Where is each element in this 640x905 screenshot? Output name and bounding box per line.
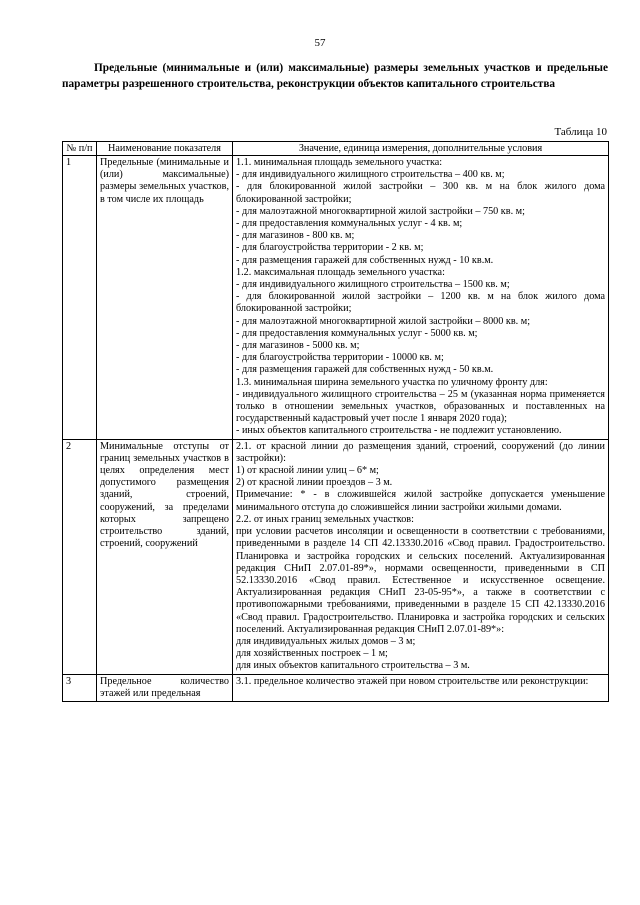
row-number: 1 bbox=[63, 156, 97, 440]
value-line: - для предоставления коммунальных услуг - 4 кв. м; bbox=[236, 218, 463, 230]
table-header-row bbox=[63, 142, 609, 156]
table-row bbox=[63, 439, 609, 674]
value-line: - индивидуального жилищного строительства – 25 м (указанная норма применяется только в отношении земельных участков, образованных и поставленных на государственный кадастровый учет после 1 января 2020 года); bbox=[236, 388, 605, 425]
row-indicator-name: Минимальные отступы от границ земельных участков в целях определения мест допустимого размещения зданий, строений, сооружений, за пределами которых запрещено строительство зданий, строений, сооружений bbox=[97, 439, 233, 674]
parameters-table bbox=[62, 141, 609, 702]
value-line: - для индивидуального жилищного строительства – 400 кв. м; bbox=[236, 169, 505, 181]
value-line: 2.2. от иных границ земельных участков: bbox=[236, 513, 414, 525]
value-line: - для блокированной жилой застройки – 1200 кв. м на блок жилого дома блокированной застройки; bbox=[236, 291, 605, 315]
header-num: № п/п bbox=[63, 142, 97, 156]
row-value-cell bbox=[233, 439, 609, 674]
value-line: - для благоустройства территории - 10000 кв. м; bbox=[236, 352, 444, 364]
table-row bbox=[63, 156, 609, 440]
value-line: для иных объектов капитального строительства – 3 м. bbox=[236, 660, 470, 672]
value-line: - для магазинов - 800 кв. м; bbox=[236, 230, 355, 242]
value-line: 2) от красной линии проездов – 3 м. bbox=[236, 477, 393, 489]
value-line: 2.1. от красной линии до размещения зданий, строений, сооружений (до линии застройки): bbox=[236, 440, 605, 464]
row-indicator-name: Предельное количество этажей или предельная bbox=[97, 674, 233, 701]
page-number: 57 bbox=[314, 37, 326, 49]
value-line: 1.3. минимальная ширина земельного участка по уличному фронту для: bbox=[236, 376, 548, 388]
value-line: 3.1. предельное количество этажей при новом строительстве или реконструкции: bbox=[236, 675, 589, 687]
value-line: при условии расчетов инсоляции и освещенности в соответствии с требованиями, приведенными в разделе 14 СП 42.13330.2016 «Свод правил. Градостроительство. Планировка и застройка городских и сельских поселений. Актуализированная редакция СНиП 2.07.01-89*», нормами освещенности, приведенными в СП 52.13330.2016 «Свод правил. Естественное и искусственное освещение. Актуализированная редакция СНиП 23-05-95*», а также в соответствии с противопожарными требованиями, приведенными в разделе 15 СП 42.13330.2016 «Свод правил. Градостроительство. Планировка и застройка городских и сельских поселений. Актуализированная редакция СНиП 2.07.01-89*»: bbox=[236, 526, 605, 635]
value-line: - для размещения гаражей для собственных нужд - 10 кв.м. bbox=[236, 254, 494, 266]
header-value: Значение, единица измерения, дополнительные условия bbox=[233, 142, 609, 156]
value-line: - для малоэтажной многоквартирной жилой застройки – 8000 кв. м; bbox=[236, 315, 531, 327]
value-line: - для малоэтажной многоквартирной жилой застройки – 750 кв. м; bbox=[236, 205, 525, 217]
row-value-cell bbox=[233, 674, 609, 701]
value-line: - для размещения гаражей для собственных нужд - 50 кв.м. bbox=[236, 364, 494, 376]
value-line: 1.2. максимальная площадь земельного участка: bbox=[236, 266, 445, 278]
row-number: 3 bbox=[63, 674, 97, 701]
section-heading: Предельные (минимальные и (или) максимальные) размеры земельных участков и предельные параметры разрешенного строительства, реконструкции объектов капитального строительства bbox=[62, 62, 608, 90]
value-line: - для благоустройства территории - 2 кв. м; bbox=[236, 242, 424, 254]
value-line: - для предоставления коммунальных услуг - 5000 кв. м; bbox=[236, 327, 478, 339]
row-number: 2 bbox=[63, 439, 97, 674]
value-line: - для магазинов - 5000 кв. м; bbox=[236, 340, 360, 352]
value-line: 1.1. минимальная площадь земельного участка: bbox=[236, 157, 443, 168]
value-line: Примечание: * - в сложившейся жилой застройке допускается уменьшение минимального отступа до сложившейся линии застройки жилыми домами. bbox=[236, 489, 605, 513]
value-line: - для индивидуального жилищного строительства – 1500 кв. м; bbox=[236, 279, 510, 291]
value-line: 1) от красной линии улиц – 6* м; bbox=[236, 465, 379, 477]
row-value-cell bbox=[233, 156, 609, 440]
value-line: - иных объектов капитального строительства - не подлежит установлению. bbox=[236, 425, 562, 437]
table-caption: Таблица 10 bbox=[554, 126, 607, 138]
row-indicator-name: Предельные (минимальные и (или) максимальные) размеры земельных участков, в том числе их площадь bbox=[97, 156, 233, 440]
value-line: для хозяйственных построек – 1 м; bbox=[236, 648, 388, 660]
value-line: для индивидуальных жилых домов – 3 м; bbox=[236, 635, 416, 647]
table-row bbox=[63, 674, 609, 701]
value-line: - для блокированной жилой застройки – 300 кв. м на блок жилого дома блокированной застройки; bbox=[236, 181, 605, 205]
header-name: Наименование показателя bbox=[97, 142, 233, 156]
